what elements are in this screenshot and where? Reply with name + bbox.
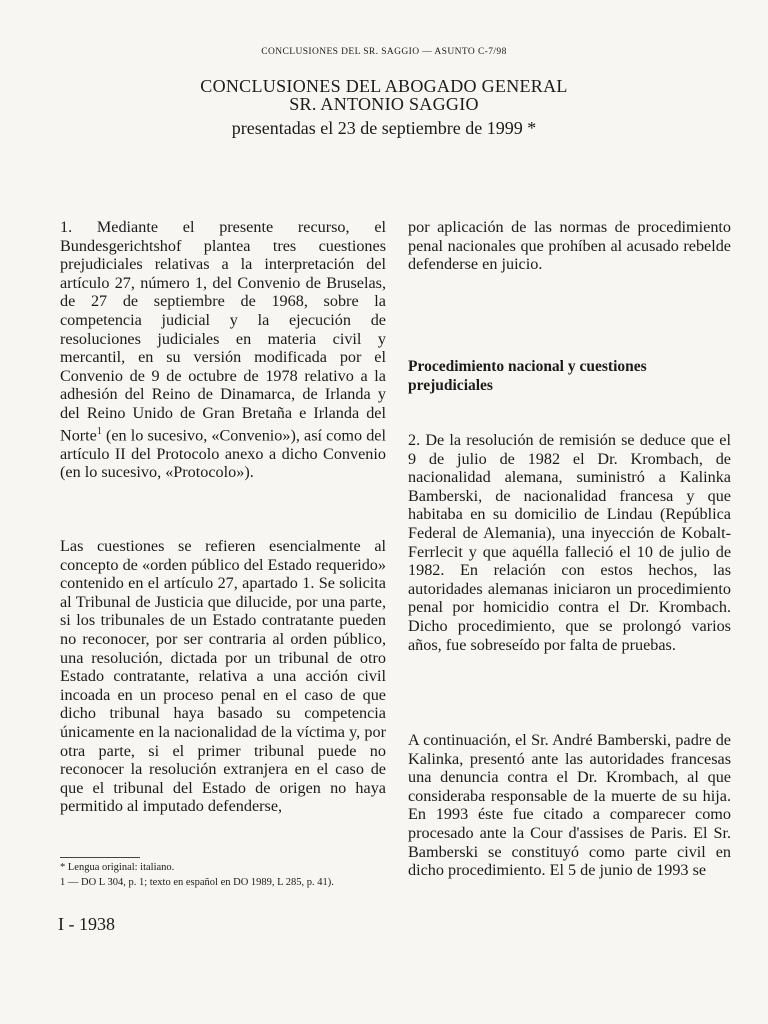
page-number: I - 1938	[58, 914, 115, 934]
footnote-divider	[60, 857, 140, 858]
section-heading: Procedimiento nacional y cuestiones prejudiciales	[408, 358, 647, 394]
title-line-1: CONCLUSIONES DEL ABOGADO GENERAL	[200, 76, 568, 96]
paragraph-1: 1. Mediante el presente recurso, el Bundesgerichtshof plantea tres cuestiones prejudiciales relativas a la interpretación del artículo 27, número 1, del Convenio de Bruselas, de 27 de septiembre de 1968, sobre la competencia judicial y la ejecución de resoluciones judiciales en materia civil y mercantil, en su versión modificada por el Convenio de 9 de octubre de 1978 relativo a la adhesión del Reino de Dinamarca, de Irlanda y del Reino Unido de Gran Bretaña e Irlanda del Norte$^1$ (en lo sucesivo, «Convenio»), así como del artículo II del Protocolo anexo a dicho Convenio (en lo sucesivo, «Protocolo»).	[60, 218, 386, 482]
footnote-ref: 1	[96, 425, 102, 437]
paragraph-2: 2. De la resolución de remisión se deduce que el 9 de julio de 1982 el Dr. Krombach, de nacionalidad alemana, suministró a Kalinka Bamberski, de nacionalidad francesa y que habitaba en su domicilio de Lindau (República Federal de Alemania), una inyección de Kobalt-Ferrlecit y que aquélla falleció el 10 de julio de 1982. En relación con estos hechos, las autoridades alemanas iniciaron un procedimiento penal por homicidio contra el Dr. Krombach. Dicho procedimiento, que se prolongó varios años, fue sobreseído por falta de pruebas.	[408, 431, 731, 654]
title-date-line: presentadas el 23 de septiembre de 1999 *	[231, 118, 537, 138]
right-column-heading	[408, 358, 731, 395]
right-column	[408, 218, 731, 274]
running-head: CONCLUSIONES DEL SR. SAGGIO — ASUNTO C-7/98	[261, 47, 507, 57]
left-column-2	[60, 537, 386, 816]
paragraph-1-cont: Las cuestiones se refieren esencialmente al concepto de «orden público del Estado requerido» contenido en el artículo 27, apartado 1. Se solicita al Tribunal de Justicia que dilucide, por una parte, si los tribunales de un Estado contratante pueden no reconocer, por ser contraria al orden público, una resolución, dictada por un tribunal de otro Estado contratante, relativa a una acción civil incoada en un proceso penal en el caso de que dicho tribunal haya basado su competencia únicamente en la nacionalidad de la víctima y, por otra parte, si el primer tribunal puede no reconocer la resolución extranjera en el caso de que el tribunal del Estado de origen no haya permitido al imputado defenderse,	[60, 537, 386, 816]
title-line-2: SR. ANTONIO SAGGIO	[289, 94, 479, 114]
right-column-2	[408, 431, 731, 654]
paragraph-2-cont: A continuación, el Sr. André Bamberski, padre de Kalinka, presentó ante las autoridades francesas una denuncia contra el Dr. Krombach, al que consideraba responsable de la muerte de su hija. En 1993 éste fue citado a comparecer como procesado ante la Cour d'assises de Paris. El Sr. Bamberski se constituyó como parte civil en dicho procedimiento. El 5 de junio de 1993 se	[408, 731, 731, 880]
paragraph-1-end: por aplicación de las normas de procedimiento penal nacionales que prohíben al acusado rebelde defenderse en juicio.	[408, 218, 731, 274]
right-column-3	[408, 731, 731, 880]
footnote-1: * Lengua original: italiano.	[60, 862, 175, 873]
footnote-2: 1 — DO L 304, p. 1; texto en español en DO 1989, L 285, p. 41).	[60, 877, 334, 888]
left-column	[60, 218, 386, 482]
